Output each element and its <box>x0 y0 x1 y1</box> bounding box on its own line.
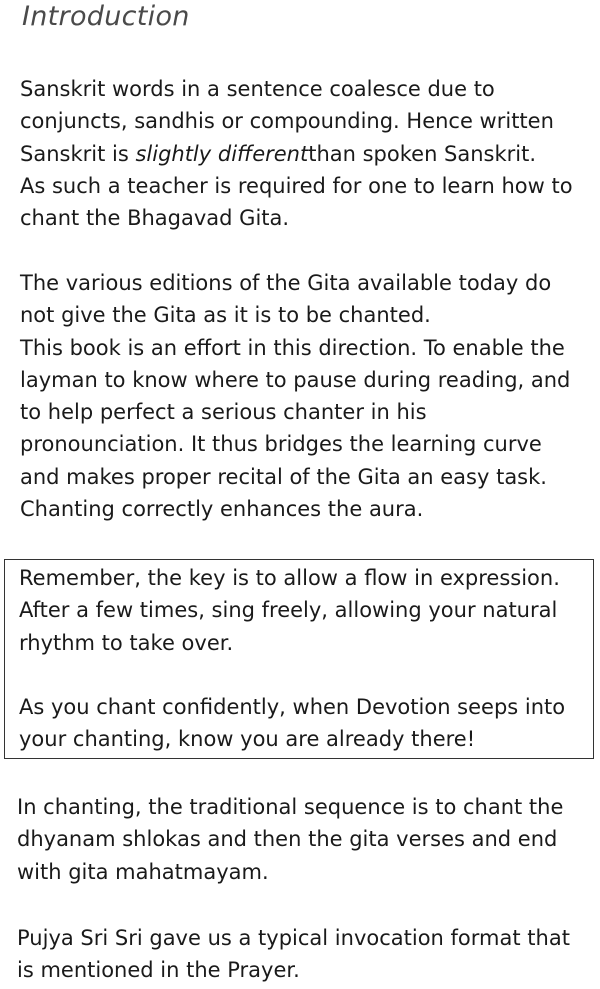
text-line: is mentioned in the Prayer. <box>17 958 300 983</box>
callout-paragraph-remember <box>19 562 589 659</box>
text-run: than spoken Sanskrit. <box>308 141 537 166</box>
text-line: conjuncts, sandhis or compounding. Hence written <box>20 109 554 134</box>
text-line-with-emphasis <box>20 138 590 170</box>
paragraph-invocation-format <box>17 922 587 987</box>
text-line: As you chant confidently, when Devotion seeps into <box>19 695 566 719</box>
text-line: not give the Gita as it is to be chanted. <box>20 303 431 328</box>
text-line: This book is an effort in this direction. To enable the <box>20 335 565 360</box>
paragraph-sanskrit-coalesce <box>20 73 590 234</box>
section-heading: Introduction <box>22 1 190 32</box>
text-line: Pujya Sri Sri gave us a typical invocation format that <box>17 926 570 950</box>
callout-paragraph-devotion <box>19 691 589 756</box>
text-line: with gita mahatmayam. <box>17 859 269 884</box>
text-line: In chanting, the traditional sequence is to chant the <box>17 795 564 819</box>
emphasis-text: slightly different <box>135 141 309 166</box>
paragraph-chanting-sequence <box>17 791 587 888</box>
text-line: dhyanam shlokas and then the gita verses and end <box>17 827 558 852</box>
text-line: Chanting correctly enhances the aura. <box>20 497 424 522</box>
text-line: layman to know where to pause during reading, and <box>20 367 571 392</box>
text-line: Sanskrit words in a sentence coalesce due to <box>20 77 495 101</box>
text-line: to help perfect a serious chanter in his <box>20 400 427 425</box>
text-line: rhythm to take over. <box>19 630 234 655</box>
text-run: Sanskrit is <box>20 141 136 166</box>
text-line: After a few times, sing freely, allowing your natural <box>19 598 558 623</box>
paragraph-gita-editions <box>20 267 590 525</box>
callout-box <box>4 559 594 759</box>
text-line: As such a teacher is required for one to learn how to <box>20 173 573 198</box>
text-line: and makes proper recital of the Gita an easy task. <box>20 464 547 489</box>
text-line: Remember, the key is to allow a flow in expression. <box>19 566 560 590</box>
text-line: The various editions of the Gita available today do <box>20 271 552 295</box>
text-line: your chanting, know you are already there! <box>19 727 476 752</box>
text-line: pronounciation. It thus bridges the learning curve <box>20 432 542 457</box>
text-line: chant the Bhagavad Gita. <box>20 206 290 231</box>
